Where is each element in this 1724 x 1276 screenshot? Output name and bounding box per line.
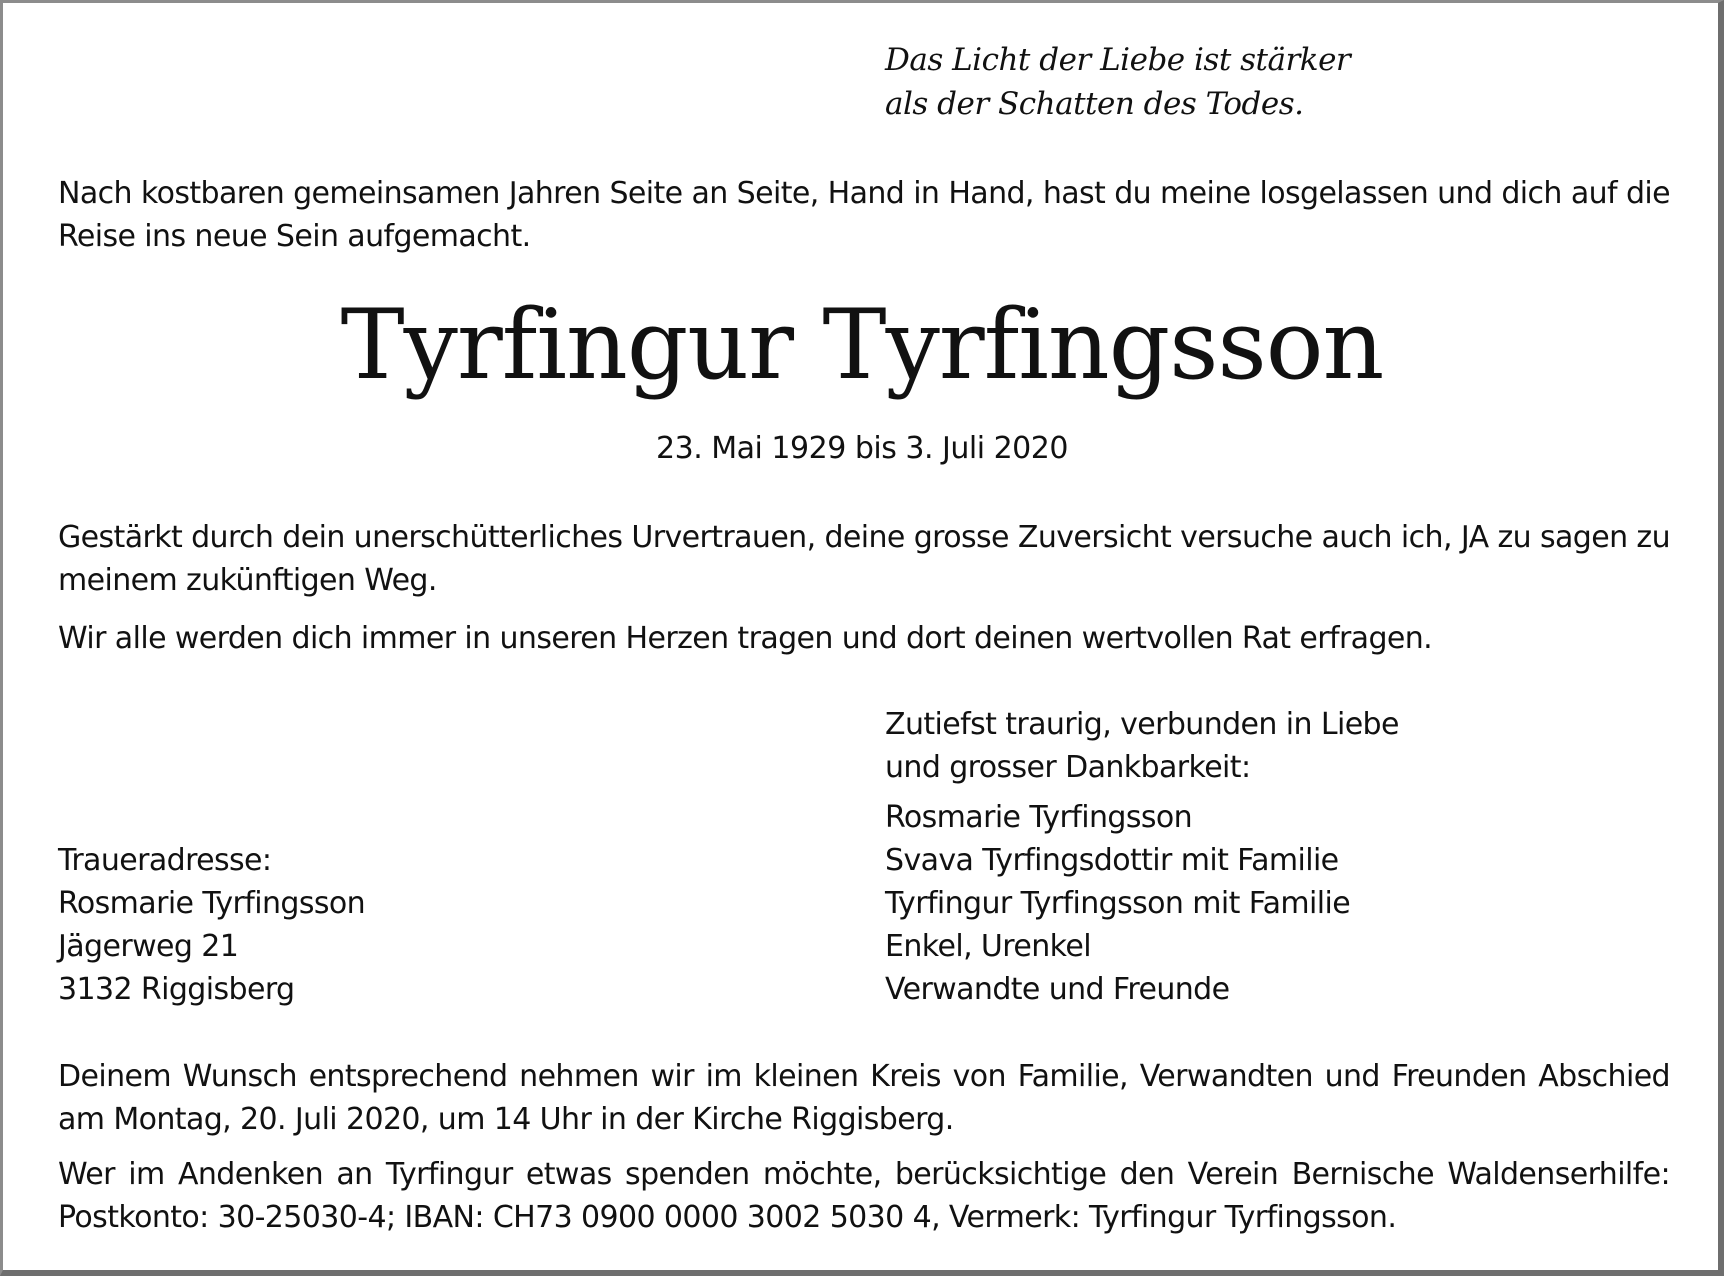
mourner-name: Verwandte und Freunde: [885, 972, 1230, 1007]
address-city: 3132 Riggisberg: [58, 972, 295, 1007]
donation-paragraph: Wer im Andenken an Tyrfingur etwas spenden möchte, berücksichtige den Verein Bernische Waldenserhilfe: Postkonto: 30-25030-4; IBAN: CH73 0900 0000 3002 5030 4, Vermerk: Tyrfingur Tyrfingsson.: [58, 1157, 1670, 1235]
intro-paragraph: Nach kostbaren gemeinsamen Jahren Seite an Seite, Hand in Hand, hast du meine losgelassen und dich auf die Reise ins neue Sein aufgemacht.: [58, 176, 1670, 254]
mourners-intro-line-1: Zutiefst traurig, verbunden in Liebe: [885, 707, 1399, 742]
mourners-intro: [885, 703, 1399, 789]
mourner-name: Enkel, Urenkel: [885, 929, 1091, 964]
address-label: Traueradresse:: [58, 843, 272, 878]
body-paragraph-2: Wir alle werden dich immer in unseren Herzen tragen und dort deinen wertvollen Rat erfragen.: [58, 621, 1433, 656]
funeral-paragraph: Deinem Wunsch entsprechend nehmen wir im kleinen Kreis von Familie, Verwandten und Freunden Abschied am Montag, 20. Juli 2020, um 14 Uhr in der Kirche Riggisberg.: [58, 1059, 1670, 1137]
motto-line-2: als der Schatten des Todes.: [885, 86, 1304, 122]
motto-quote: [885, 38, 1350, 126]
body-paragraph-1: Gestärkt durch dein unerschütterliches Urvertrauen, deine grosse Zuversicht versuche auch ich, JA zu sagen zu meinem zukünftigen Weg.: [58, 520, 1670, 598]
mourning-address: [58, 839, 365, 1011]
mourner-name: Tyrfingur Tyrfingsson mit Familie: [885, 886, 1351, 921]
life-dates: 23. Mai 1929 bis 3. Juli 2020: [656, 431, 1068, 466]
mourner-name: Svava Tyrfingsdottir mit Familie: [885, 843, 1339, 878]
address-street: Jägerweg 21: [58, 929, 239, 964]
mourners-list: [885, 796, 1350, 1011]
motto-line-1: Das Licht der Liebe ist stärker: [885, 42, 1351, 78]
mourners-intro-line-2: und grosser Dankbarkeit:: [885, 750, 1251, 785]
mourner-name: Rosmarie Tyrfingsson: [885, 800, 1193, 835]
address-name: Rosmarie Tyrfingsson: [58, 886, 366, 921]
deceased-name: Tyrfingur Tyrfingsson: [340, 289, 1384, 401]
